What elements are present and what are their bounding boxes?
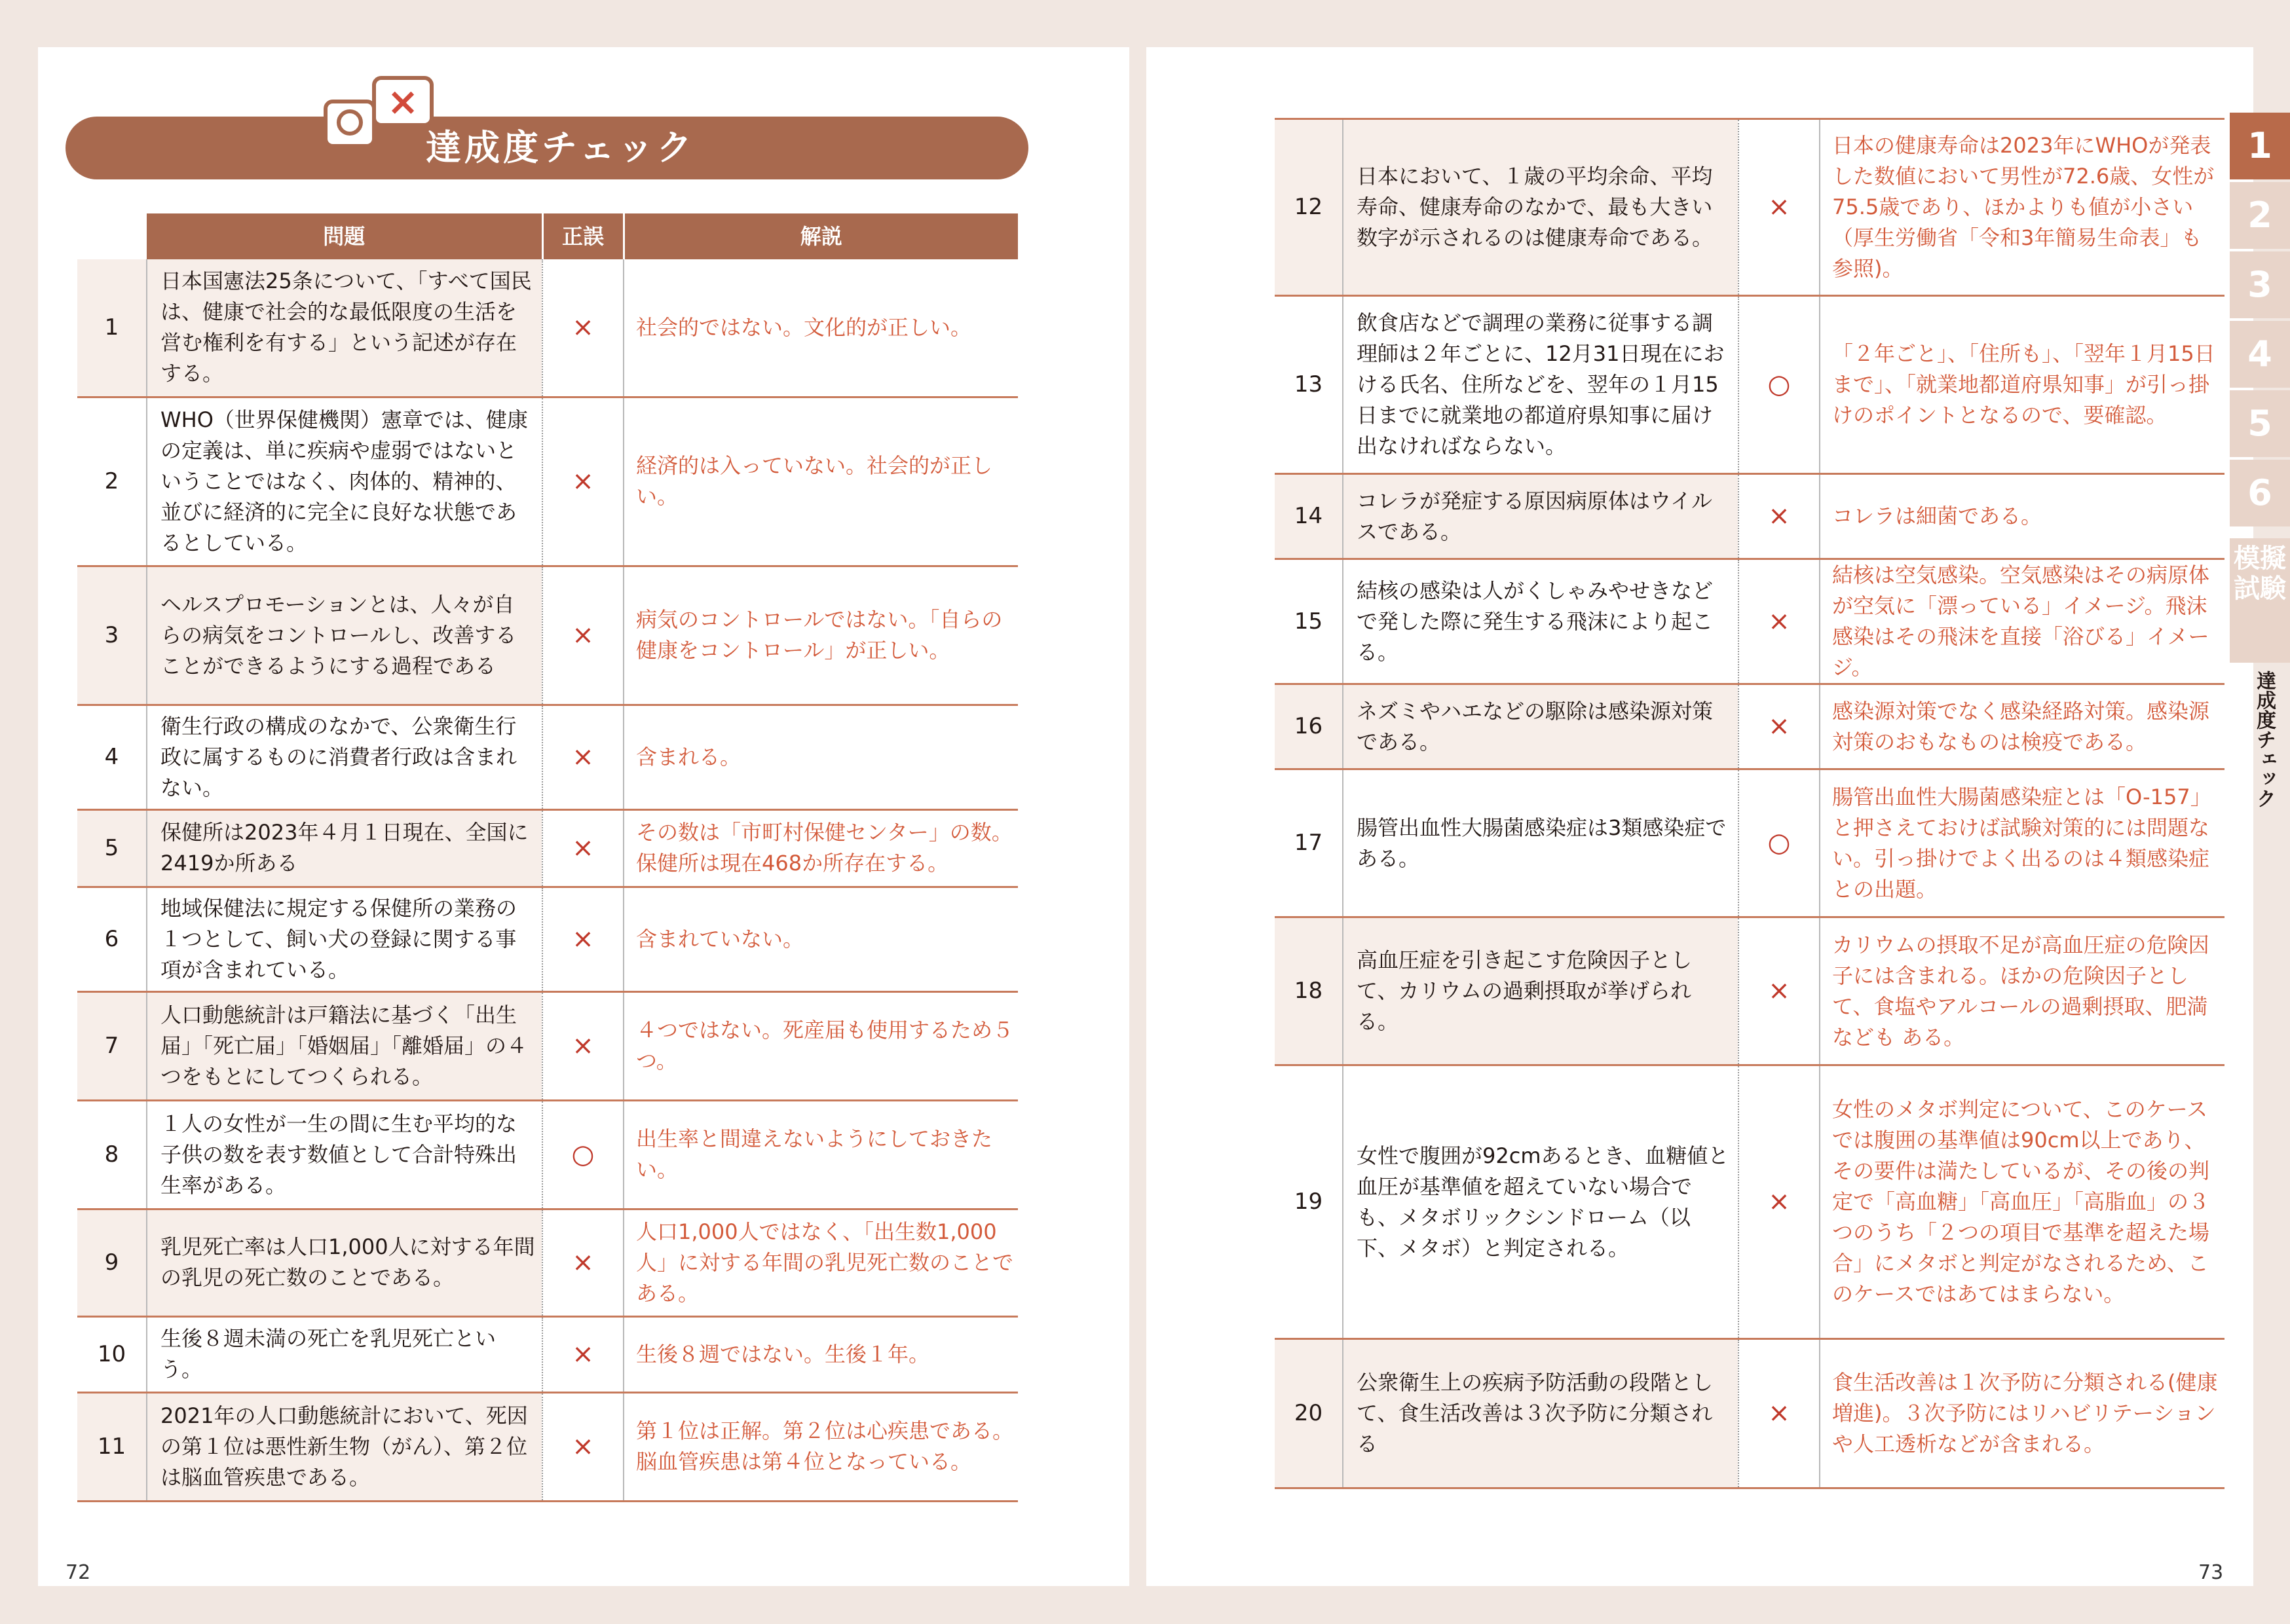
table-row bbox=[1275, 917, 2224, 1065]
header-blank bbox=[77, 213, 147, 259]
question-text: 高血圧症を引き起こす危険因子として、カリウムの過剰摂取が挙げられる。 bbox=[1343, 917, 1738, 1065]
question-number: 16 bbox=[1275, 684, 1343, 769]
header-explanation: 解説 bbox=[624, 213, 1018, 259]
bubble-tail-icon bbox=[383, 124, 398, 136]
question-text: 衛生行政の構成のなかで、公衆衛生行政に属するものに消費者行政は含まれない。 bbox=[147, 705, 542, 809]
explanation-text: 感染源対策でなく感染経路対策。感染源対策のおもなものは検疫である。 bbox=[1820, 684, 2224, 769]
question-text: 日本において、１歳の平均余命、平均寿命、健康寿命のなかで、最も大きい数字が示されるのは健康寿命である。 bbox=[1343, 119, 1738, 296]
page-number-right: 73 bbox=[2198, 1561, 2224, 1584]
question-number: 13 bbox=[1275, 296, 1343, 474]
answer-mark: ○ bbox=[542, 1100, 624, 1209]
explanation-text: 生後８週ではない。生後１年。 bbox=[624, 1316, 1018, 1392]
explanation-text: 出生率と間違えないようにしておきたい。 bbox=[624, 1100, 1018, 1209]
question-number: 5 bbox=[77, 809, 147, 887]
question-number: 19 bbox=[1275, 1065, 1343, 1339]
answer-mark: × bbox=[542, 397, 624, 566]
explanation-text: 日本の健康寿命は2023年にWHOが発表した数値において男性が72.6歳、女性が75.5歳であり、ほかよりも値が小さい（厚生労働省「令和3年簡易生命表」も参照)。 bbox=[1820, 119, 2224, 296]
table-row bbox=[1275, 559, 2224, 684]
question-text: WHO（世界保健機関）憲章では、健康の定義は、単に疾病や虚弱ではないということではなく、肉体的、精神的、並びに経済的に完全に良好な状態であるとしている。 bbox=[147, 397, 542, 566]
table-row bbox=[77, 566, 1018, 705]
question-number: 3 bbox=[77, 566, 147, 705]
explanation-text: 腸管出血性大腸菌感染症とは「O-157」と押さえておけば試験対策的には問題ない。引っ掛けでよく出るのは４類感染症との出題。 bbox=[1820, 769, 2224, 917]
explanation-text: その数は「市町村保健センター」の数。保健所は現在468か所存在する。 bbox=[624, 809, 1018, 887]
table-row bbox=[77, 259, 1018, 397]
question-text: 人口動態統計は戸籍法に基づく「出生届」「死亡届」「婚姻届」「離婚届」の４つをもとにしてつくられる。 bbox=[147, 991, 542, 1100]
answer-mark: × bbox=[1738, 1339, 1820, 1488]
header-answer: 正誤 bbox=[542, 213, 624, 259]
explanation-text: 病気のコントロールではない。「自らの健康をコントロール」が正しい。 bbox=[624, 566, 1018, 705]
question-text: 腸管出血性大腸菌感染症は3類感染症である。 bbox=[1343, 769, 1738, 917]
chapter-tab-3[interactable]: 3 bbox=[2230, 251, 2290, 318]
explanation-text: 含まれる。 bbox=[624, 705, 1018, 809]
cross-bubble-icon: × bbox=[372, 76, 434, 127]
table-row bbox=[1275, 474, 2224, 559]
table-row bbox=[77, 705, 1018, 809]
answer-mark: × bbox=[542, 705, 624, 809]
question-text: ヘルスプロモーションとは、人々が自らの病気をコントロールし、改善することができるようにする過程である bbox=[147, 566, 542, 705]
question-number: 20 bbox=[1275, 1339, 1343, 1488]
chapter-tab-1[interactable]: 1 bbox=[2230, 113, 2290, 179]
question-number: 18 bbox=[1275, 917, 1343, 1065]
answer-mark: × bbox=[1738, 559, 1820, 684]
explanation-text: 社会的ではない。文化的が正しい。 bbox=[624, 259, 1018, 397]
table-row bbox=[77, 809, 1018, 887]
question-number: 4 bbox=[77, 705, 147, 809]
question-number: 7 bbox=[77, 991, 147, 1100]
question-number: 6 bbox=[77, 887, 147, 991]
explanation-text: 食生活改善は１次予防に分類される(健康増進)。３次予防にはリハビリテーションや人工透析などが含まれる。 bbox=[1820, 1339, 2224, 1488]
header-question: 問題 bbox=[147, 213, 542, 259]
question-number: 2 bbox=[77, 397, 147, 566]
question-text: コレラが発症する原因病原体はウイルスである。 bbox=[1343, 474, 1738, 559]
answer-mark: × bbox=[542, 1316, 624, 1392]
question-text: 2021年の人口動態統計において、死因の第１位は悪性新生物（がん）、第２位は脳血管疾患である。 bbox=[147, 1392, 542, 1501]
table-row bbox=[1275, 1339, 2224, 1488]
chapter-tab-2[interactable]: 2 bbox=[2230, 182, 2290, 249]
chapter-tab-4[interactable]: 4 bbox=[2230, 321, 2290, 388]
table-row bbox=[77, 887, 1018, 991]
table-row bbox=[77, 397, 1018, 566]
chapter-tab-5[interactable]: 5 bbox=[2230, 390, 2290, 457]
answer-mark: × bbox=[1738, 1065, 1820, 1339]
answer-mark: × bbox=[542, 991, 624, 1100]
table-row bbox=[77, 1209, 1018, 1316]
explanation-text: 人口1,000人ではなく、「出生数1,000人」に対する年間の乳児死亡数のことである。 bbox=[624, 1209, 1018, 1316]
tab-section-label: 達成度チェック bbox=[2253, 671, 2276, 808]
quiz-table-left bbox=[77, 213, 1018, 1502]
table-row bbox=[77, 991, 1018, 1100]
table-row bbox=[77, 1392, 1018, 1501]
question-number: 8 bbox=[77, 1100, 147, 1209]
answer-mark: × bbox=[542, 566, 624, 705]
question-number: 17 bbox=[1275, 769, 1343, 917]
table-row bbox=[1275, 1065, 2224, 1339]
answer-mark: × bbox=[542, 809, 624, 887]
explanation-text: 女性のメタボ判定について、このケースでは腹囲の基準値は90cm以上であり、その要件は満たしているが、その後の判定で「高血糖」「高血圧」「高脂血」の３つのうち「２つの項目で基準を超えた場合」にメタボと判定がなされるため、このケースではあてはまらない。 bbox=[1820, 1065, 2224, 1339]
question-text: 飲食店などで調理の業務に従事する調理師は２年ごとに、12月31日現在における氏名、住所などを、翌年の１月15日までに就業地の都道府県知事に届け出なければならない。 bbox=[1343, 296, 1738, 474]
explanation-text: 「２年ごと」、「住所も」、「翌年１月15日まで」、「就業地都道府県知事」が引っ掛けのポイントとなるので、要確認。 bbox=[1820, 296, 2224, 474]
question-text: 地域保健法に規定する保健所の業務の１つとして、飼い犬の登録に関する事項が含まれている。 bbox=[147, 887, 542, 991]
question-number: 15 bbox=[1275, 559, 1343, 684]
answer-mark: × bbox=[1738, 119, 1820, 296]
question-text: 乳児死亡率は人口1,000人に対する年間の乳児の死亡数のことである。 bbox=[147, 1209, 542, 1316]
question-number: 9 bbox=[77, 1209, 147, 1316]
table-row bbox=[1275, 119, 2224, 296]
page-title: 達成度チェック bbox=[426, 127, 696, 168]
question-number: 1 bbox=[77, 259, 147, 397]
question-text: 日本国憲法25条について、「すべて国民は、健康で社会的な最低限度の生活を営む権利を有する」という記述が存在する。 bbox=[147, 259, 542, 397]
question-text: 女性で腹囲が92cmあるとき、血糖値と血圧が基準値を超えていない場合でも、メタボリックシンドローム（以下、メタボ）と判定される。 bbox=[1343, 1065, 1738, 1339]
table-row bbox=[1275, 296, 2224, 474]
question-number: 10 bbox=[77, 1316, 147, 1392]
tab-mock-exam[interactable]: 模擬試験 bbox=[2230, 538, 2290, 663]
answer-mark: ○ bbox=[1738, 296, 1820, 474]
circle-bubble-icon bbox=[324, 100, 376, 148]
question-text: 生後８週未満の死亡を乳児死亡という。 bbox=[147, 1316, 542, 1392]
explanation-text: 含まれていない。 bbox=[624, 887, 1018, 991]
answer-mark: × bbox=[542, 887, 624, 991]
question-text: ネズミやハエなどの駆除は感染源対策である。 bbox=[1343, 684, 1738, 769]
answer-mark: ○ bbox=[1738, 769, 1820, 917]
question-text: 保健所は2023年４月１日現在、全国に2419か所ある bbox=[147, 809, 542, 887]
chapter-tab-6[interactable]: 6 bbox=[2230, 460, 2290, 526]
table-row bbox=[1275, 684, 2224, 769]
explanation-text: カリウムの摂取不足が高血圧症の危険因子には含まれる。ほかの危険因子として、食塩やアルコールの過剰摂取、肥満なども ある。 bbox=[1820, 917, 2224, 1065]
page-number-left: 72 bbox=[66, 1561, 91, 1584]
explanation-text: 第１位は正解。第２位は心疾患である。脳血管疾患は第４位となっている。 bbox=[624, 1392, 1018, 1501]
answer-mark: × bbox=[1738, 917, 1820, 1065]
answer-mark: × bbox=[1738, 684, 1820, 769]
question-text: 結核の感染は人がくしゃみやせきなどで発した際に発生する飛沫により起こる。 bbox=[1343, 559, 1738, 684]
explanation-text: ４つではない。死産届も使用するため５つ。 bbox=[624, 991, 1018, 1100]
question-text: 公衆衛生上の疾病予防活動の段階として、食生活改善は３次予防に分類される bbox=[1343, 1339, 1738, 1488]
table-row bbox=[77, 1316, 1018, 1392]
question-text: １人の女性が一生の間に生む平均的な子供の数を表す数値として合計特殊出生率がある。 bbox=[147, 1100, 542, 1209]
table-row bbox=[77, 1100, 1018, 1209]
table-row bbox=[1275, 769, 2224, 917]
question-number: 14 bbox=[1275, 474, 1343, 559]
quiz-table-right bbox=[1275, 118, 2224, 1489]
explanation-text: 結核は空気感染。空気感染はその病原体が空気に「漂っている」イメージ。飛沫感染はその飛沫を直接「浴びる」イメージ。 bbox=[1820, 559, 2224, 684]
table-header bbox=[77, 213, 1018, 259]
bubble-tail-icon bbox=[341, 144, 356, 156]
explanation-text: コレラは細菌である。 bbox=[1820, 474, 2224, 559]
answer-mark: × bbox=[542, 259, 624, 397]
answer-mark: × bbox=[542, 1209, 624, 1316]
question-number: 12 bbox=[1275, 119, 1343, 296]
question-number: 11 bbox=[77, 1392, 147, 1501]
answer-mark: × bbox=[1738, 474, 1820, 559]
explanation-text: 経済的は入っていない。社会的が正しい。 bbox=[624, 397, 1018, 566]
answer-mark: × bbox=[542, 1392, 624, 1501]
